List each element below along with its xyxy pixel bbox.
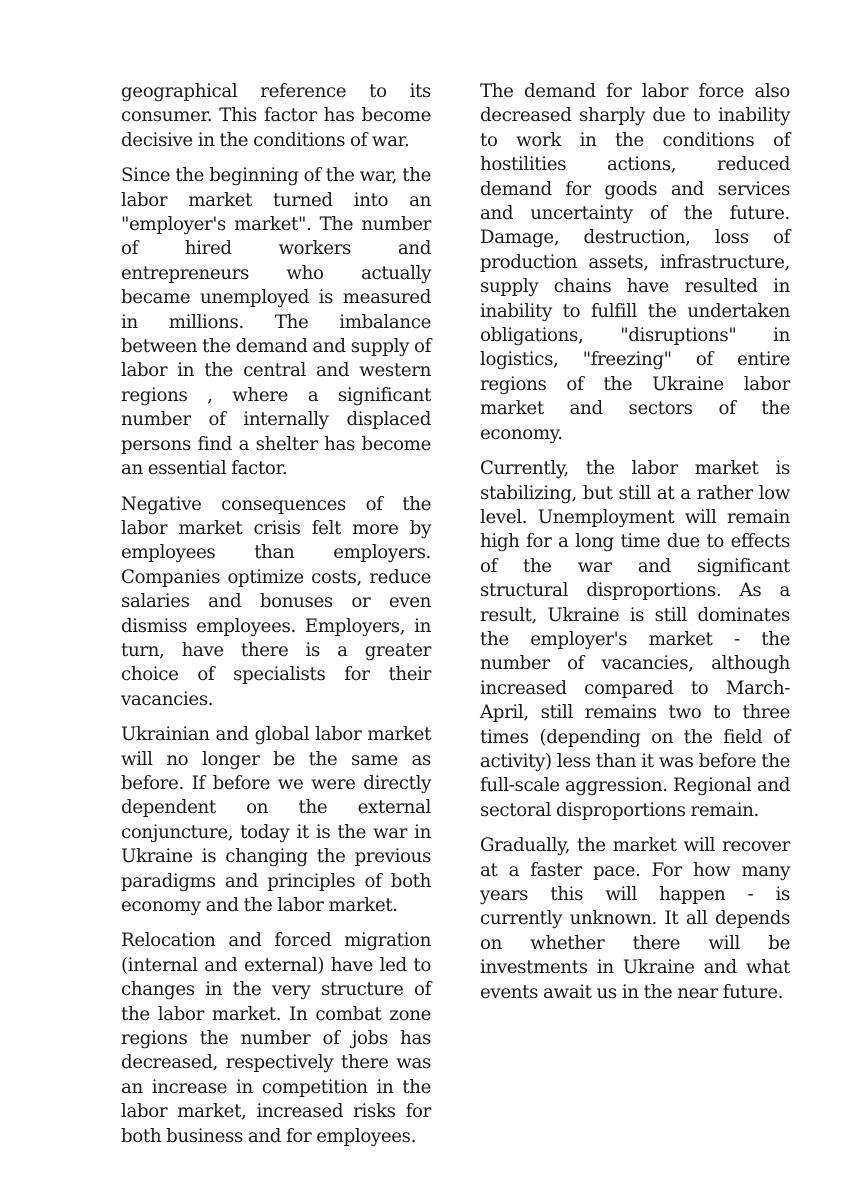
paragraph-market-stabilizing: Currently, the labor market is stabilizing, but still at a rather low level. Unemployment will remain high for a long time due to effects of the war and significant structural disproportions. As a result, Ukraine is still dominates the employer's market - the number of vacancies, although increased compared to March-April, still remains two to three times (depending on the field of activity) less than it was before the full-scale aggression. Regional and sectoral disproportions remain. <box>480 458 790 821</box>
paragraph-labor-demand-decrease: The demand for labor force also decreased sharply due to inability to work in the conditions of hostilities actions, reduced demand for goods and services and uncertainty of the future. Damage, destruction, loss of production assets, infrastructure, supply chains have resulted in inability to fulfill the undertaken obligations, "disruptions" in logistics, "freezing" of entire regions of the Ukraine labor market and sectors of the economy. <box>480 81 790 444</box>
left-column <box>121 80 431 1160</box>
paragraph-negative-consequences: Negative consequences of the labor market crisis felt more by employees than employers. Companies optimize costs, reduce salaries and bonuses or even dismiss employees. Employers, in turn, have there is a greater choice of specialists for their vacancies. <box>121 493 431 710</box>
right-column <box>480 80 790 1016</box>
paragraph-employers-market: Since the beginning of the war, the labor market turned into an "employer's market". The number of hired workers and entrepreneurs who actually became unemployed is measured in millions. The imbalance between the demand and supply of labor in the central and western regions , where a significant number of internally displaced persons find a shelter has become an essential factor. <box>121 165 431 480</box>
paragraph-geographical-reference: geographical reference to its consumer. This factor has become decisive in the conditions of war. <box>121 81 431 151</box>
paragraph-relocation-migration: Relocation and forced migration (internal and external) have led to changes in the very structure of the labor market. In combat zone regions the number of jobs has decreased, respectively there was an increase in competition in the labor market, increased risks for both business and for employees. <box>121 930 431 1147</box>
paragraph-global-labor-market: Ukrainian and global labor market will no longer be the same as before. If before we were directly dependent on the external conjuncture, today it is the war in Ukraine is changing the previous paradigms and principles of both economy and the labor market. <box>121 724 431 916</box>
paragraph-gradual-recovery: Gradually, the market will recover at a faster pace. For how many years this will happen - is currently unknown. It all depends on whether there will be investments in Ukraine and what events await us in the near future. <box>480 835 790 1003</box>
